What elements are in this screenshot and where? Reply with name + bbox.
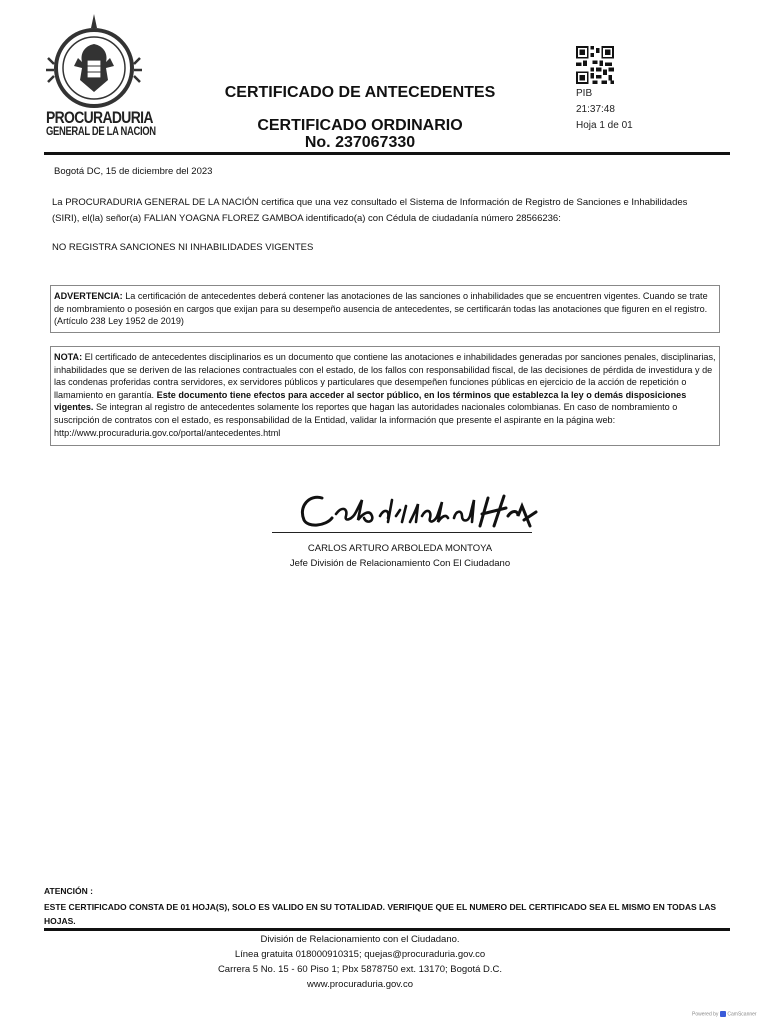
result-statement: NO REGISTRA SANCIONES NI INHABILIDADES VIGENTES — [52, 242, 314, 253]
certificate-time: 21:37:48 — [576, 104, 615, 115]
header-divider — [44, 152, 730, 155]
note-box — [50, 346, 720, 446]
warning-text: La certificación de antecedentes deberá contener las anotaciones de las sanciones o inhabilidades que se encuentren vigentes. Cuando se trate de nombramiento o posesión en cargos que exijan para su desempeño ausencia de antecedentes, se certificarán todas las anotaciones que figuren en el registro. (Artículo 238 Ley 1952 de 2019) — [54, 291, 708, 327]
signer-role: Jefe División de Relacionamiento Con El Ciudadano — [289, 558, 511, 569]
camscanner-icon — [720, 1011, 726, 1017]
signature-line — [272, 532, 532, 533]
certification-line-1: La PROCURADURIA GENERAL DE LA NACIÓN certifica que una vez consultado el Sistema de Información de Registro de Sanciones e Inhabilidades — [52, 197, 688, 208]
certificate-title: CERTIFICADO DE ANTECEDENTES — [224, 84, 496, 101]
footer-contact: Línea gratuita 018000910315; quejas@procuraduria.gov.co — [234, 949, 486, 960]
signer-name: CARLOS ARTURO ARBOLEDA MONTOYA — [307, 543, 493, 554]
footer-divider — [44, 928, 730, 931]
certification-paragraph — [52, 195, 722, 227]
footer-address: Carrera 5 No. 15 - 60 Piso 1; Pbx 5878750 ext. 13170; Bogotá D.C. — [217, 964, 503, 975]
attention-text: ESTE CERTIFICADO CONSTA DE 01 HOJA(S), SOLO ES VALIDO EN SU TOTALIDAD. VERIFIQUE QUE EL NUMERO DEL CERTIFICADO SEA EL MISMO EN TODAS LAS HOJAS. — [44, 902, 717, 926]
logo-name-line2: GENERAL DE LA NACION — [46, 126, 156, 138]
certificate-code: PIB — [576, 88, 593, 99]
logo-name-line1: PROCURADURIA — [46, 108, 153, 127]
attention-heading: ATENCIÓN : — [44, 886, 93, 896]
page-count: Hoja 1 de 01 — [576, 120, 633, 131]
note-text-continued: Se integran al registro de antecedentes solamente los reportes que hagan las autoridades nacionales colombianas. En caso de nombramiento o suscripción de contratos con el estado, es responsabilidad de la Entidad, validar la información que presente el aspirante en la página web: http://www.procuraduria.gov.co/portal/antecedentes.html — [54, 402, 678, 438]
warning-box — [50, 285, 720, 333]
scanner-watermark — [692, 1011, 757, 1017]
footer-website: www.procuraduria.gov.co — [307, 979, 413, 990]
certification-line-2: (SIRI), el(la) señor(a) FALIAN YOAGNA FLOREZ GAMBOA identificado(a) con Cédula de ciudadanía número 28566236: — [52, 213, 561, 224]
scanner-app-name: CamScanner — [727, 1011, 757, 1018]
issue-date: Bogotá DC, 15 de diciembre del 2023 — [54, 166, 213, 177]
qr-code — [576, 46, 614, 84]
footer-division: División de Relacionamiento con el Ciudadano. — [260, 934, 460, 945]
handwritten-signature — [292, 486, 550, 536]
note-label: NOTA: — [54, 352, 83, 362]
logo-wordmark — [46, 108, 156, 139]
powered-by-text: Powered by — [692, 1011, 719, 1018]
certificate-type: CERTIFICADO ORDINARIO — [257, 117, 463, 134]
note-text: El certificado de antecedentes disciplinarios es un documento que contiene las anotaciones e inhabilidades generadas por sanciones penales, disciplinarias, inhabilidades que se deriven de las relaciones contractuales con el estado, de los fallos con responsabilidad fiscal, de las decisiones de pérdida de investidura y de las condenas proferidas contra servidores, ex servidores públicos y particulares que desempeñen funciones públicas en ejercicio de la acción de repetición o llamamiento en garantía. — [54, 352, 716, 400]
certificate-number: No. 237067330 — [304, 134, 416, 151]
note-emphasis: Este documento tiene efectos para acceder al sector público, en los términos que establezca la ley o demás disposiciones vigentes. — [54, 389, 687, 413]
warning-label: ADVERTENCIA: — [54, 291, 123, 301]
